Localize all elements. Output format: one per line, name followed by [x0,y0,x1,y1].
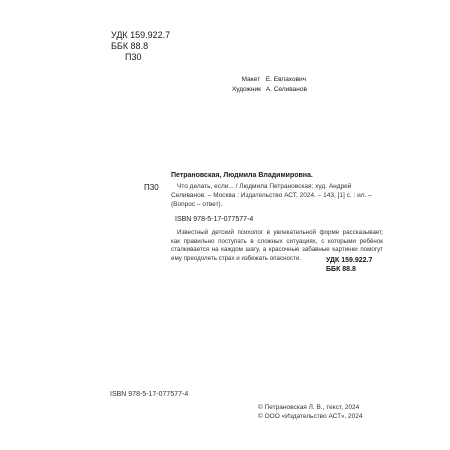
credit-role: Художник [232,86,261,93]
catalog-annotation: Известный детский психолог в увлекательной форме рассказывает, как правильно поступать в сложных ситуациях, с которыми ребёнок сталкивается на каждом шагу, а красочные забавные картинки помогут ему преодолеть страх и избежать опасности. [171,229,383,262]
bbk-code: ББК 88.8 [111,41,149,51]
catalog-udk: УДК 159.922.7 [326,257,373,264]
credit-role: Макет [241,76,260,83]
credit-name: А. Селиванов [265,86,307,93]
credit-name: Е. Евлахович [265,76,307,83]
credit-row [232,85,307,95]
copyright-line: © ООО «Издательство АСТ», 2024 [258,413,363,420]
classification-block [111,30,170,63]
copyright-block [258,403,363,421]
catalog-description: Что делать, если... / Людмила Петрановская; худ. Андрей Селиванов. – Москва : Издательство АСТ, 2024. – 143, [1] с. : ил. – (Вопрос – ответ). [171,183,372,208]
credit-row [232,75,307,85]
footer-isbn: ISBN 978-5-17-077577-4 [110,391,189,398]
udk-code: УДК 159.922.7 [111,30,171,40]
author-mark: П30 [125,52,142,62]
catalog-isbn: ISBN 978-5-17-077577-4 [175,216,254,223]
catalog-author: Петрановская, Людмила Владимировна. [171,172,313,179]
catalog-classification [326,256,372,274]
copyright-line: © Петрановская Л. В., текст, 2024 [258,404,360,411]
credits-block [232,75,307,95]
catalog-author-mark: П30 [144,183,159,192]
catalog-bbk: ББК 88.8 [326,266,356,273]
